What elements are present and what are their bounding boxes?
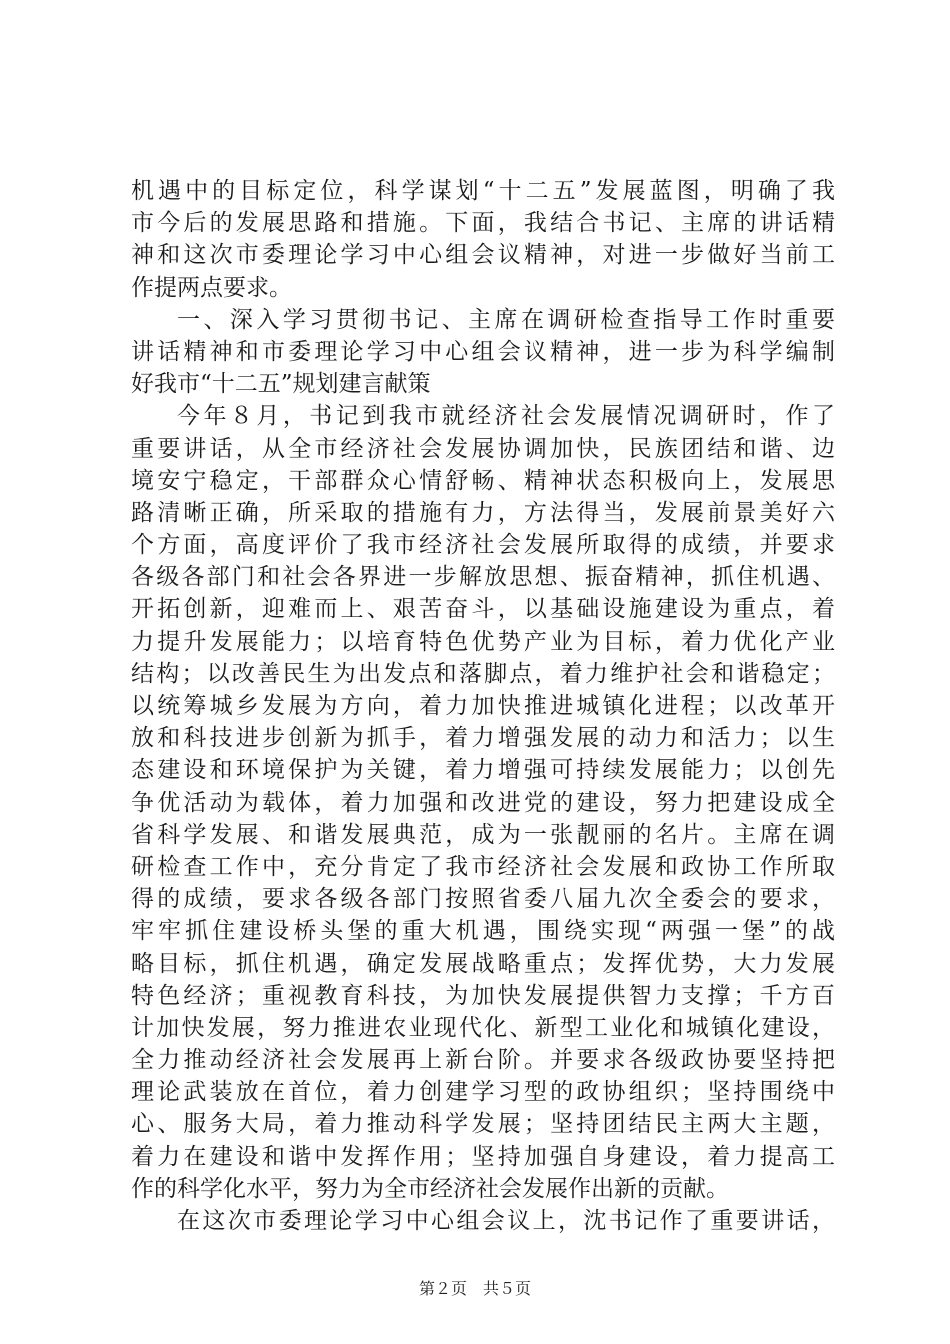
- body-text-line: 着力在建设和谐中发挥作用；坚持加强自身建设，着力提高工: [131, 1143, 835, 1170]
- body-text-line: 研检查工作中，充分肯定了我市经济社会发展和政协工作所取: [131, 853, 835, 880]
- body-text-line: 在这次市委理论学习中心组会议上，沈书记作了重要讲话，: [177, 1208, 835, 1234]
- body-text-line: 全力推动经济社会发展再上新台阶。并要求各级政协要坚持把: [131, 1047, 835, 1074]
- body-text-line: 理论武装放在首位，着力创建学习型的政协组织；坚持围绕中: [131, 1079, 835, 1106]
- body-text-line: 境安宁稳定，干部群众心情舒畅、精神状态积极向上，发展思: [131, 467, 835, 494]
- body-text-line: 开拓创新，迎难而上、艰苦奋斗，以基础设施建设为重点，着: [131, 596, 835, 623]
- body-text-line: 省科学发展、和谐发展典范，成为一张靓丽的名片。主席在调: [131, 821, 835, 848]
- body-text-line: 结构；以改善民生为出发点和落脚点，着力维护社会和谐稳定；: [131, 660, 835, 687]
- body-text-line: 各级各部门和社会各界进一步解放思想、振奋精神，抓住机遇、: [131, 564, 835, 591]
- body-text-line: 讲话精神和市委理论学习中心组会议精神，进一步为科学编制: [131, 338, 835, 365]
- body-text-line: 作的科学化水平，努力为全市经济社会发展作出新的贡献。: [131, 1175, 729, 1202]
- body-text-line: 放和科技进步创新为抓手，着力增强发展的动力和活力；以生: [131, 725, 835, 752]
- document-body: [131, 175, 835, 1237]
- body-text-line: 力提升发展能力；以培育特色优势产业为目标，着力优化产业: [131, 628, 835, 655]
- body-text-line: 机遇中的目标定位，科学谋划“十二五”发展蓝图，明确了我: [131, 178, 835, 204]
- body-text-line: 今年８月，书记到我市就经济社会发展情况调研时，作了: [177, 403, 835, 430]
- body-text-line: 得的成绩，要求各级各部门按照省委八届九次全委会的要求，: [131, 886, 835, 913]
- body-text-line: 特色经济；重视教育科技，为加快发展提供智力支撑；千方百: [131, 982, 835, 1009]
- body-text-line: 作提两点要求。: [131, 274, 292, 301]
- body-text-line: 个方面，高度评价了我市经济社会发展所取得的成绩，并要求: [131, 532, 835, 559]
- body-text-line: 态建设和环境保护为关键，着力增强可持续发展能力；以创先: [131, 757, 835, 784]
- body-text-line: 计加快发展，努力推进农业现代化、新型工业化和城镇化建设，: [131, 1014, 835, 1041]
- body-text-line: 一、深入学习贯彻书记、主席在调研检查指导工作时重要: [177, 306, 835, 333]
- body-text-line: 心、服务大局，着力推动科学发展；坚持团结民主两大主题，: [131, 1111, 835, 1138]
- body-text-line: 重要讲话，从全市经济社会发展协调加快，民族团结和谐、边: [131, 435, 835, 462]
- body-text-line: 牢牢抓住建设桥头堡的重大机遇，围绕实现“两强一堡”的战: [131, 918, 835, 945]
- body-text-line: 以统筹城乡发展为方向，着力加快推进城镇化进程；以改革开: [131, 693, 835, 719]
- body-text-line: 争优活动为载体，着力加强和改进党的建设，努力把建设成全: [131, 789, 835, 816]
- body-text-line: 市今后的发展思路和措施。下面，我结合书记、主席的讲话精: [131, 210, 835, 237]
- body-text-line: 路清晰正确，所采取的措施有力，方法得当，发展前景美好六: [131, 499, 835, 526]
- body-text-line: 略目标，抓住机遇，确定发展战略重点；发挥优势，大力发展: [131, 950, 835, 977]
- body-text-line: 神和这次市委理论学习中心组会议精神，对进一步做好当前工: [131, 242, 835, 269]
- body-text-line: 好我市“十二五”规划建言献策: [131, 371, 431, 398]
- page-footer: 第２页 共５页: [418, 1279, 531, 1298]
